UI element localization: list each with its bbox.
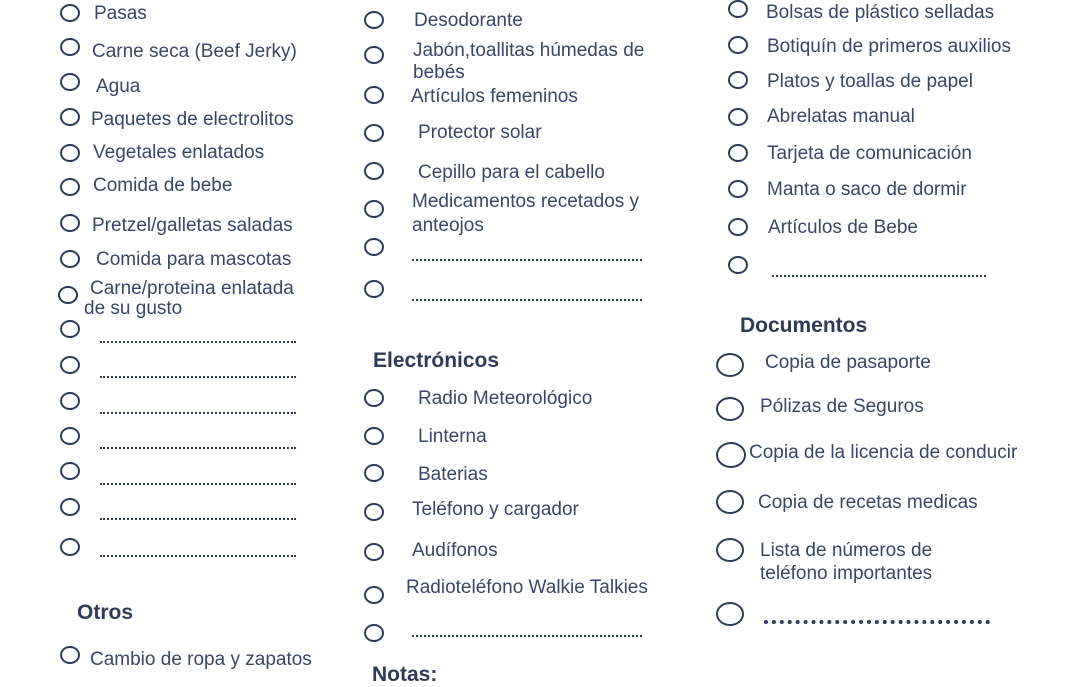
checkbox[interactable] <box>58 286 78 304</box>
item-label: Copia de pasaporte <box>765 352 931 373</box>
checkbox[interactable] <box>60 73 80 91</box>
checkbox[interactable] <box>716 353 744 377</box>
checkbox[interactable] <box>364 46 384 64</box>
checkbox[interactable] <box>60 108 80 126</box>
item-label: Jabón,toallitas húmedas de <box>413 40 645 61</box>
section-heading-documentos: Documentos <box>740 314 868 337</box>
item-label: Artículos de Bebe <box>768 217 918 238</box>
checkbox[interactable] <box>728 71 748 89</box>
section-heading-otros: Otros <box>77 601 134 624</box>
checkbox[interactable] <box>716 490 744 514</box>
item-label: Desodorante <box>414 10 523 31</box>
checkbox[interactable] <box>364 238 384 256</box>
item-label: bebés <box>413 62 465 83</box>
checkbox[interactable] <box>728 0 748 18</box>
checkbox[interactable] <box>60 427 80 445</box>
checkbox[interactable] <box>364 11 384 29</box>
checkbox[interactable] <box>728 36 748 54</box>
checkbox[interactable] <box>364 586 384 604</box>
item-label: Audífonos <box>412 540 498 561</box>
item-label: Medicamentos recetados y <box>412 191 640 212</box>
blank-line[interactable] <box>100 518 296 520</box>
item-label: Bolsas de plástico selladas <box>766 2 995 23</box>
checkbox[interactable] <box>728 256 748 274</box>
checkbox[interactable] <box>364 124 384 142</box>
checkbox[interactable] <box>364 162 384 180</box>
checkbox[interactable] <box>728 218 748 236</box>
checkbox[interactable] <box>364 624 384 642</box>
checkbox[interactable] <box>364 427 384 445</box>
blank-line[interactable] <box>412 259 642 261</box>
item-label: Pólizas de Seguros <box>760 396 924 417</box>
item-label: Pretzel/galletas saladas <box>92 215 293 236</box>
blank-line[interactable] <box>100 447 296 449</box>
checkbox[interactable] <box>60 144 80 162</box>
checkbox[interactable] <box>728 180 748 198</box>
item-label: Pasas <box>94 3 147 24</box>
blank-line[interactable] <box>412 299 642 301</box>
item-label: Botiquín de primeros auxilios <box>767 36 1011 57</box>
item-label: Agua <box>96 76 141 97</box>
item-label: Paquetes de electrolitos <box>91 109 294 130</box>
checkbox[interactable] <box>364 86 384 104</box>
checkbox[interactable] <box>60 538 80 556</box>
item-label: Teléfono y cargador <box>412 499 579 520</box>
item-label: Radioteléfono Walkie Talkies <box>406 577 648 598</box>
checkbox[interactable] <box>60 178 80 196</box>
item-label: Comida para mascotas <box>96 249 292 270</box>
checkbox[interactable] <box>364 200 384 218</box>
checkbox[interactable] <box>364 280 384 298</box>
checkbox[interactable] <box>60 356 80 374</box>
item-label: Cepillo para el cabello <box>418 162 605 183</box>
item-label: Carne/proteina enlatada <box>90 278 294 299</box>
item-label: Abrelatas manual <box>767 106 915 127</box>
section-heading-notas: Notas: <box>372 663 438 686</box>
blank-line[interactable] <box>100 412 296 414</box>
item-label: Protector solar <box>418 122 542 143</box>
item-label: anteojos <box>412 215 484 236</box>
blank-line[interactable] <box>772 275 986 277</box>
checkbox[interactable] <box>716 538 744 562</box>
section-heading-electronicos: Electrónicos <box>373 349 500 372</box>
checkbox[interactable] <box>364 503 384 521</box>
checkbox[interactable] <box>60 392 80 410</box>
item-label: Carne seca (Beef Jerky) <box>92 41 297 62</box>
checkbox[interactable] <box>60 646 80 664</box>
checkbox[interactable] <box>60 462 80 480</box>
checkbox[interactable] <box>60 4 80 22</box>
checkbox[interactable] <box>716 442 746 468</box>
item-label: Lista de números de <box>760 540 933 561</box>
blank-line[interactable] <box>100 341 296 343</box>
item-label: teléfono importantes <box>760 563 933 584</box>
item-label: Linterna <box>418 426 487 447</box>
checkbox[interactable] <box>716 397 744 421</box>
item-label: Cambio de ropa y zapatos <box>90 649 312 670</box>
item-label: Artículos femeninos <box>411 86 578 107</box>
blank-line[interactable] <box>764 620 990 624</box>
item-label: Baterias <box>418 464 488 485</box>
item-label: Manta o saco de dormir <box>767 179 967 200</box>
item-label: Platos y toallas de papel <box>767 71 973 92</box>
blank-line[interactable] <box>100 376 296 378</box>
item-label: Comida de bebe <box>93 175 233 196</box>
item-label: Copia de la licencia de conducir <box>749 442 1018 463</box>
checkbox[interactable] <box>728 108 748 126</box>
checkbox[interactable] <box>60 38 80 56</box>
item-label: Copia de recetas medicas <box>758 492 978 513</box>
blank-line[interactable] <box>412 635 642 637</box>
blank-line[interactable] <box>100 483 296 485</box>
checkbox[interactable] <box>60 320 80 338</box>
checkbox[interactable] <box>60 250 80 268</box>
checkbox[interactable] <box>728 144 748 162</box>
blank-line[interactable] <box>100 555 296 557</box>
checkbox[interactable] <box>364 389 384 407</box>
checkbox[interactable] <box>60 214 80 232</box>
checkbox[interactable] <box>364 464 384 482</box>
checkbox[interactable] <box>364 543 384 561</box>
checkbox[interactable] <box>716 602 744 626</box>
item-label: Vegetales enlatados <box>93 142 265 163</box>
item-label: Tarjeta de comunicación <box>767 143 972 164</box>
item-label: de su gusto <box>84 298 183 319</box>
checkbox[interactable] <box>60 498 80 516</box>
item-label: Radio Meteorológico <box>418 388 593 409</box>
